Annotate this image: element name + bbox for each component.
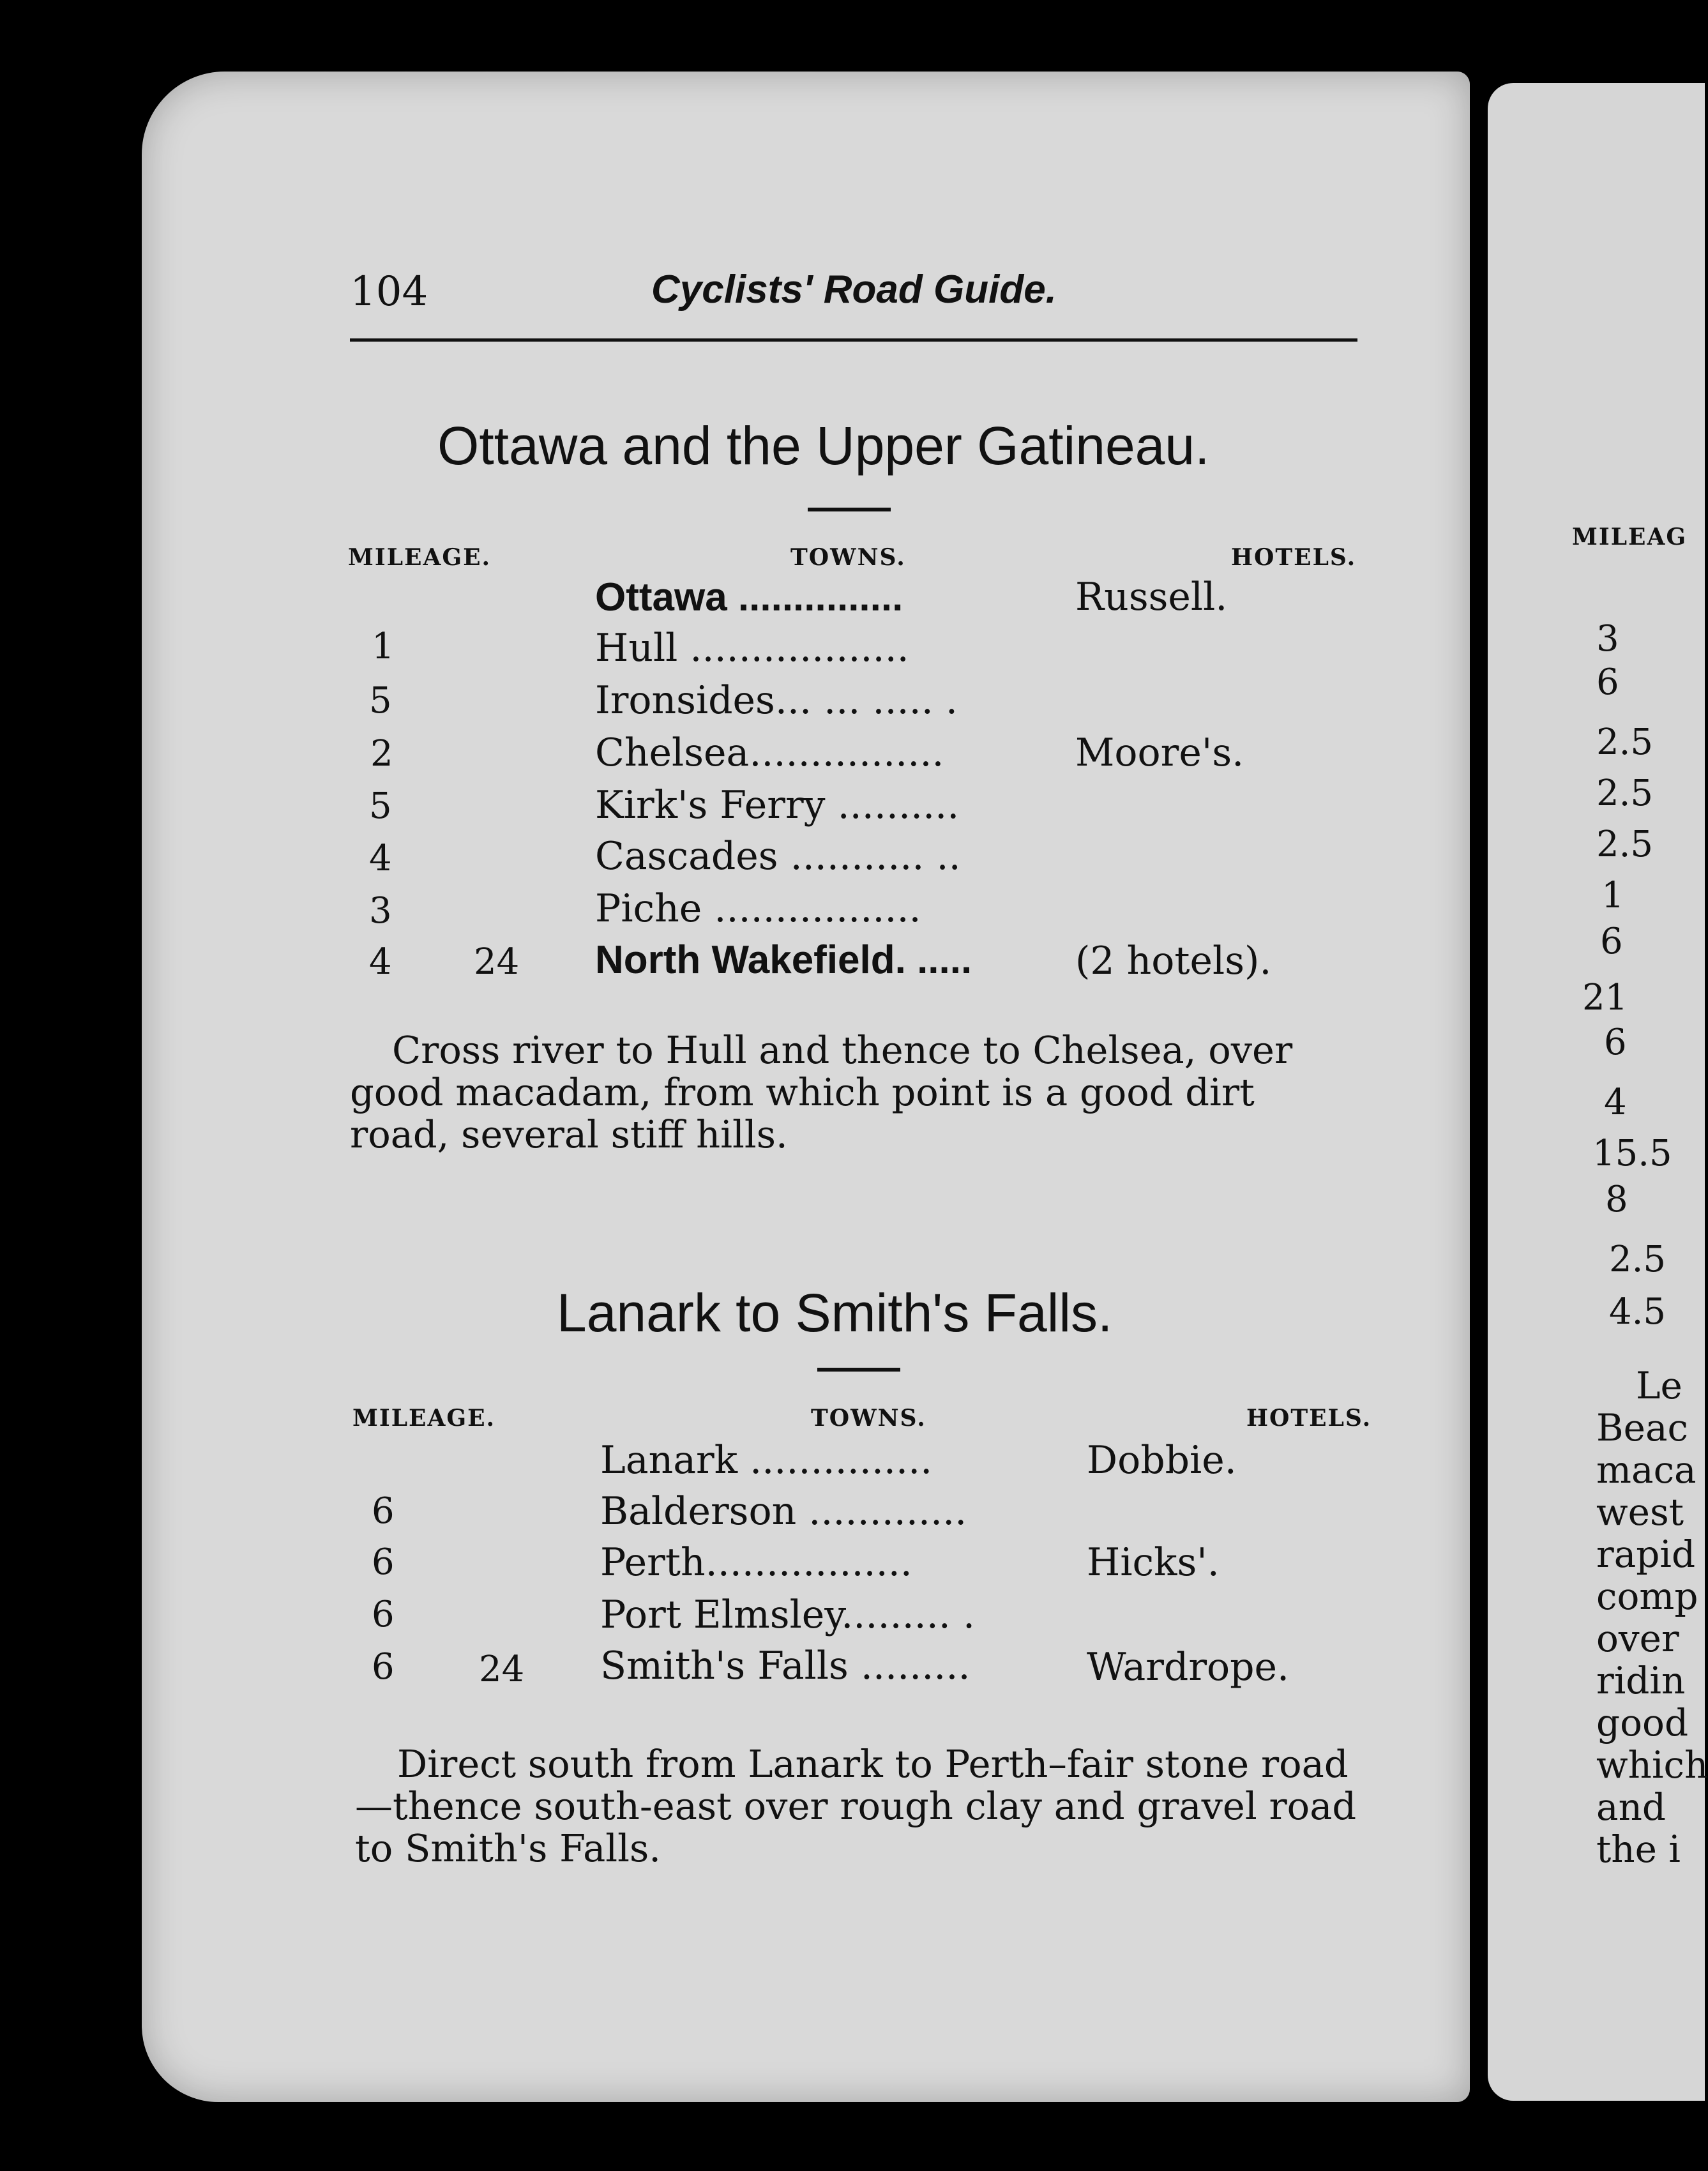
table-row-mileage: 6 — [372, 1594, 395, 1635]
column-header-towns: TOWNS. — [811, 1405, 926, 1432]
table-row-hotel: (2 hotels). — [1075, 939, 1272, 983]
right-mileage: 4 — [1604, 1082, 1627, 1123]
table-row-town: Chelsea................ — [595, 730, 944, 775]
table-row-hotel: Russell. — [1075, 575, 1228, 619]
right-text-line: comp — [1596, 1575, 1698, 1618]
running-title: Cyclists' Road Guide. — [651, 268, 1057, 312]
right-mileage: 3 — [1596, 618, 1619, 660]
section-title-lanark: Lanark to Smith's Falls. — [557, 1283, 1113, 1343]
right-mileage: 8 — [1605, 1179, 1628, 1220]
right-text-line: the i — [1596, 1827, 1681, 1871]
right-text-line: ridin — [1596, 1659, 1686, 1702]
right-mileage: 4.5 — [1609, 1291, 1666, 1333]
route-description: Direct south from Lanark to Perth–fair stone road —thence south-east over rough clay and gravel road to Smith's Falls. — [355, 1742, 1357, 1870]
route-description: Cross river to Hull and thence to Chelsea, over good macadam, from which point is a good dirt road, several stiff hills. — [350, 1028, 1293, 1156]
right-text-line: rapid — [1596, 1532, 1696, 1576]
right-text-line: over — [1596, 1617, 1679, 1660]
table-row-mileage: 3 — [369, 890, 392, 932]
right-mileage: 2.5 — [1596, 773, 1654, 814]
table-row-total: 24 — [479, 1649, 525, 1690]
right-mileage: 1 — [1601, 875, 1624, 916]
section-title-ottawa: Ottawa and the Upper Gatineau. — [437, 416, 1210, 476]
table-row-town: Lanark ............... — [600, 1438, 933, 1483]
table-row-town: Hull .................. — [595, 626, 909, 670]
section-rule — [808, 508, 891, 511]
right-mileage: 6 — [1604, 1022, 1627, 1063]
table-row-total: 24 — [474, 941, 520, 983]
column-header-towns: TOWNS. — [790, 544, 906, 571]
table-row-town: Kirk's Ferry .......... — [595, 783, 960, 828]
page-number: 104 — [350, 268, 428, 315]
table-row-mileage: 5 — [369, 680, 392, 722]
right-mileage: 21 — [1582, 977, 1628, 1018]
table-row-mileage: 1 — [372, 626, 395, 667]
table-row-town: North Wakefield. ..... — [595, 938, 972, 982]
column-header-mileage: MILEAGE. — [352, 1405, 496, 1432]
table-row-hotel: Dobbie. — [1087, 1438, 1237, 1483]
column-header-hotels: HOTELS. — [1246, 1405, 1372, 1432]
table-row-town: Perth................. — [600, 1540, 912, 1585]
right-mileage: 2.5 — [1609, 1239, 1666, 1280]
table-row-mileage: 4 — [369, 941, 392, 983]
right-mileage: 2.5 — [1596, 722, 1654, 763]
right-text-line: which — [1596, 1743, 1708, 1787]
right-text-line: and — [1596, 1785, 1666, 1829]
table-row-mileage: 6 — [372, 1541, 395, 1583]
column-header-mileage: MILEAGE. — [348, 544, 492, 571]
table-row-mileage: 2 — [370, 733, 393, 775]
table-row-town: Balderson ............. — [600, 1489, 967, 1534]
table-row-town: Smith's Falls ......... — [600, 1644, 971, 1688]
table-row-hotel: Moore's. — [1075, 730, 1244, 775]
header-rule — [350, 338, 1357, 342]
table-row-town: Cascades ........... .. — [595, 834, 961, 879]
table-row-mileage: 6 — [372, 1490, 395, 1532]
table-row-town: Piche ................. — [595, 886, 921, 931]
right-mileage: 15.5 — [1592, 1133, 1672, 1174]
right-text-line: west — [1596, 1490, 1684, 1534]
section-rule — [817, 1368, 900, 1372]
table-row-mileage: 5 — [369, 785, 392, 827]
table-row-mileage: 6 — [372, 1646, 395, 1688]
right-mileage: 6 — [1600, 921, 1623, 962]
right-text-line: good — [1596, 1701, 1689, 1744]
table-row-town: Ottawa ............... — [595, 575, 903, 619]
right-mileage: 6 — [1596, 662, 1619, 703]
table-row-town: Ironsides... ... ..... . — [595, 678, 958, 723]
right-text-line: maca — [1596, 1448, 1697, 1492]
table-row-town: Port Elmsley......... . — [600, 1592, 976, 1637]
right-text-line: Beac — [1596, 1406, 1689, 1449]
table-row-mileage: 4 — [369, 838, 392, 879]
column-header-hotels: HOTELS. — [1231, 544, 1357, 571]
right-column-header: MILEAG — [1572, 524, 1688, 550]
right-mileage: 2.5 — [1596, 824, 1654, 865]
table-row-hotel: Hicks'. — [1087, 1540, 1220, 1585]
right-text-line: Le — [1636, 1364, 1682, 1407]
table-row-hotel: Wardrope. — [1087, 1645, 1290, 1690]
